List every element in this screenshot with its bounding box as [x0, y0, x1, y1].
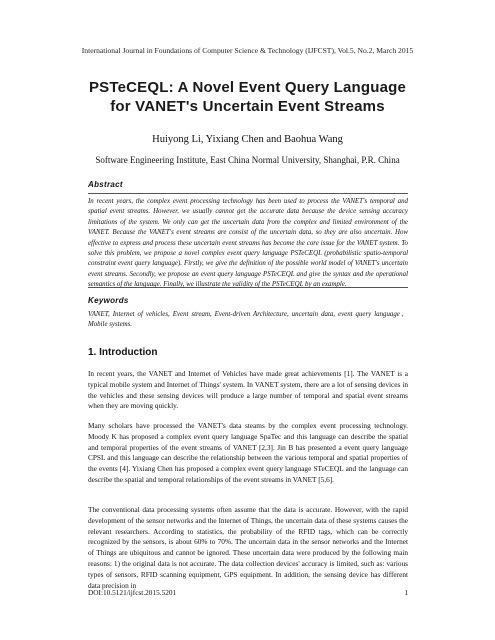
introduction-paragraph: Many scholars have processed the VANET's data steams by the complex event processing technology. Moody K has proposed a complex event query language SpaTec and this language can describe the spatial and temporal properties of the event streams of VANET [2,3]. Jin B has presented a event query language CPSL and this language can describe the relationship between the various temporal and spatial properties of the events [4]. Yixiang Chen has proposed a complex event query language STeCEQL and the language can describe the spatial and temporal relationships of the event streams in VANET [5,6].	[88, 421, 408, 484]
abstract-heading: Abstract	[88, 180, 123, 189]
keywords-text: VANET, Internet of vehicles, Event stream, Event-driven Architecture, uncertain data, event query language、 Mobile systems.	[88, 311, 408, 329]
introduction-paragraph: The conventional data processing systems often assume that the data is accurate. However, with the rapid development of the sensor networks and the Internet of Things, the uncertain data of these systems causes the relevant researchers. According to statistics, the probability of the RFID tags, which can be correctly recognized by the sensors, is about 60% to 70%. The uncertain data in the sensor networks and the Internet of Things are ubiquitous and cannot be ignored. These uncertain data were produced by the following main reasons: 1) the original data is not accurate. The data collection devices' accuracy is limited, such as: various types of sensors, RFID scanning equipment, GPS equipment. In addition, the sensing device has different data precision in	[88, 505, 408, 590]
keywords-heading: Keywords	[88, 296, 129, 305]
paper-authors: Huiyong Li, Yixiang Chen and Baohua Wang	[152, 134, 343, 145]
abstract-top-divider	[88, 193, 408, 194]
paper-title-line-2: for VANET's Uncertain Event Streams	[110, 98, 385, 115]
introduction-paragraph: In recent years, the VANET and Internet of Vehicles have made great achievements [1]. The VANET is a typical mobile system and Internet of Things' system. In VANET system, there are a lot of sensing devices in the vehicles and these sensing devices will produce a large number of temporal and spatial event streams when they are moving quickly.	[88, 369, 408, 411]
journal-header: International Journal in Foundations of Computer Science & Technology (IJFCST), Vol.5, No.2, March 2015	[81, 46, 414, 55]
abstract-text: In recent years, the complex event processing technology has been used to process the VANET's temporal and spatial event streams. However, we usually cannot get the accurate data because the device sensing accuracy limitations of the system. We only can get the uncertain data from the complex and limited environment of the VANET. Because the VANET's event streams are consist of the uncertain data, so they are also uncertain. How effective to express and process these uncertain event streams has become the core issue for the VANET system. To solve this problem, we propose a novel complex event query language PSTeCEQL (probabilistic spatio-temporal constraint event query language). Firstly, we give the definition of the possible world model of VANET's uncertain event streams. Secondly, we propose an event query language PSTeCEQL and give the syntax and the operational semantics of the language. Finally, we illustrate the validity of the PSTeCEQL by an example.	[88, 198, 408, 289]
introduction-heading: 1. Introduction	[88, 347, 158, 358]
paper-title-line-1: PSTeCEQL: A Novel Event Query Language	[88, 79, 407, 96]
paper-affiliation: Software Engineering Institute, East China Normal University, Shanghai, P.R. China	[95, 155, 400, 165]
page-number: 1	[404, 588, 408, 597]
abstract-bottom-divider	[88, 287, 408, 288]
doi-footer: DOI:10.5121/ijfcst.2015.5201	[88, 588, 177, 597]
paper-title	[60, 78, 435, 116]
